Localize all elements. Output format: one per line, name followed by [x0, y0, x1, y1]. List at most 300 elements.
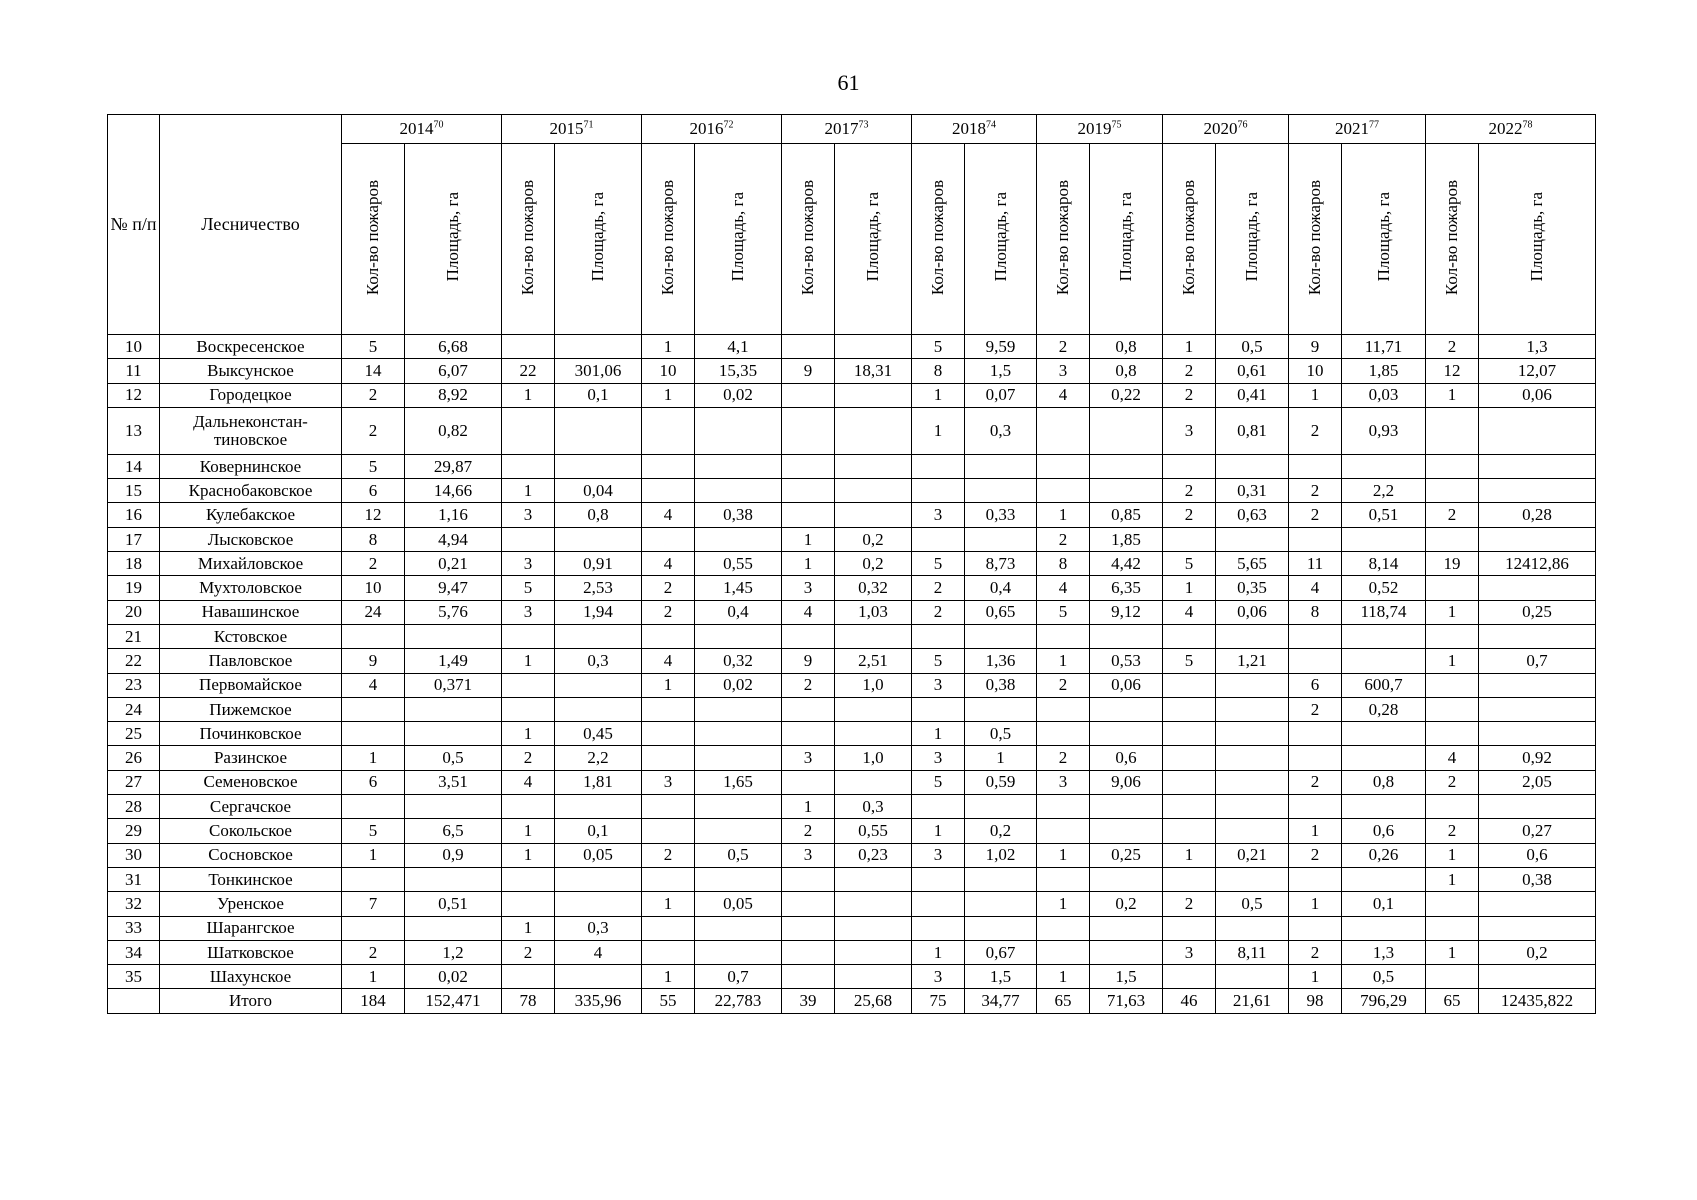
fire-count-cell: 2 [1037, 335, 1090, 359]
fire-count-cell: 65 [1037, 989, 1090, 1013]
burned-area-cell: 71,63 [1090, 989, 1163, 1013]
forestry-name: Шатковское [160, 940, 342, 964]
burned-area-cell [1479, 916, 1596, 940]
count-column-header [1289, 144, 1342, 335]
burned-area-cell [555, 795, 642, 819]
burned-area-cell [1090, 697, 1163, 721]
burned-area-cell: 1,5 [965, 965, 1037, 989]
burned-area-cell: 0,2 [835, 527, 912, 551]
fire-count-cell: 2 [912, 576, 965, 600]
year-header [642, 115, 782, 144]
fire-count-cell [502, 867, 555, 891]
count-column-header [642, 144, 695, 335]
fire-count-cell [502, 965, 555, 989]
burned-area-cell: 9,59 [965, 335, 1037, 359]
burned-area-cell: 0,45 [555, 722, 642, 746]
burned-area-cell: 2,53 [555, 576, 642, 600]
forestry-name: Дальнеконстан- тиновское [160, 407, 342, 454]
fire-count-cell [912, 479, 965, 503]
fire-count-cell: 4 [1037, 383, 1090, 407]
table-row [108, 649, 1596, 673]
table-row [108, 407, 1596, 454]
burned-area-cell: 0,3 [965, 407, 1037, 454]
burned-area-cell [555, 892, 642, 916]
footnote-ref: 76 [1237, 119, 1248, 131]
fire-count-cell: 5 [502, 576, 555, 600]
area-column-header-label: Площадь, га [1116, 192, 1136, 282]
fire-count-cell [1037, 867, 1090, 891]
fire-count-cell: 1 [912, 722, 965, 746]
fire-count-cell: 2 [642, 576, 695, 600]
fire-count-cell: 8 [1037, 552, 1090, 576]
fire-count-cell: 1 [1163, 335, 1216, 359]
burned-area-cell: 0,07 [965, 383, 1037, 407]
burned-area-cell: 0,4 [695, 600, 782, 624]
fire-count-cell [642, 867, 695, 891]
fire-count-cell [782, 407, 835, 454]
fire-count-cell: 11 [1289, 552, 1342, 576]
burned-area-cell [965, 479, 1037, 503]
footnote-ref: 73 [858, 119, 869, 131]
fire-count-cell: 4 [642, 649, 695, 673]
burned-area-cell [965, 697, 1037, 721]
footnote-ref: 75 [1111, 119, 1122, 131]
burned-area-cell: 0,21 [405, 552, 502, 576]
column-header-number: № п/п [108, 115, 160, 335]
count-column-header-label: Кол-во пожаров [363, 179, 383, 295]
fire-count-cell [1426, 527, 1479, 551]
burned-area-cell [1479, 697, 1596, 721]
fire-count-cell: 1 [1426, 843, 1479, 867]
burned-area-cell: 4,42 [1090, 552, 1163, 576]
forestry-name: Шарангское [160, 916, 342, 940]
burned-area-cell [555, 697, 642, 721]
area-column-header [1342, 144, 1426, 335]
fire-count-cell: 1 [342, 965, 405, 989]
burned-area-cell [965, 916, 1037, 940]
burned-area-cell: 0,85 [1090, 503, 1163, 527]
burned-area-cell [405, 867, 502, 891]
forestry-name: Пижемское [160, 697, 342, 721]
fire-count-cell: 1 [782, 795, 835, 819]
burned-area-cell: 9,06 [1090, 770, 1163, 794]
burned-area-cell: 0,9 [405, 843, 502, 867]
burned-area-cell: 0,8 [1342, 770, 1426, 794]
fire-count-cell: 2 [1289, 770, 1342, 794]
burned-area-cell: 8,73 [965, 552, 1037, 576]
fire-count-cell [912, 454, 965, 478]
fire-count-cell [1426, 454, 1479, 478]
fire-count-cell: 2 [342, 940, 405, 964]
burned-area-cell: 14,66 [405, 479, 502, 503]
fire-count-cell: 2 [782, 673, 835, 697]
table-row [108, 359, 1596, 383]
area-column-header-label: Площадь, га [1527, 192, 1547, 282]
fire-count-cell [1426, 722, 1479, 746]
year-label: 2017 [824, 119, 859, 139]
year-label: 2014 [399, 119, 434, 139]
fire-count-cell [1289, 867, 1342, 891]
total-row [108, 989, 1596, 1013]
burned-area-cell [1216, 916, 1289, 940]
burned-area-cell: 1,36 [965, 649, 1037, 673]
burned-area-cell [405, 795, 502, 819]
burned-area-cell [965, 624, 1037, 648]
fire-count-cell [1426, 624, 1479, 648]
fire-count-cell [1037, 454, 1090, 478]
burned-area-cell: 1,85 [1090, 527, 1163, 551]
count-column-header-label: Кол-во пожаров [1053, 179, 1073, 295]
fire-count-cell: 1 [502, 843, 555, 867]
burned-area-cell: 12435,822 [1479, 989, 1596, 1013]
burned-area-cell [1090, 624, 1163, 648]
table-row [108, 552, 1596, 576]
fire-count-cell [642, 479, 695, 503]
fire-count-cell: 3 [1037, 359, 1090, 383]
burned-area-cell [835, 892, 912, 916]
fire-count-cell: 1 [1426, 867, 1479, 891]
fire-count-cell [642, 940, 695, 964]
burned-area-cell: 1,94 [555, 600, 642, 624]
burned-area-cell [555, 335, 642, 359]
area-column-header-label: Площадь, га [588, 192, 608, 282]
burned-area-cell: 0,06 [1216, 600, 1289, 624]
burned-area-cell: 0,63 [1216, 503, 1289, 527]
fire-count-cell: 2 [642, 843, 695, 867]
fire-count-cell: 9 [342, 649, 405, 673]
fire-count-cell: 9 [782, 649, 835, 673]
count-column-header-label: Кол-во пожаров [1305, 179, 1325, 295]
burned-area-cell [1216, 697, 1289, 721]
table-row [108, 479, 1596, 503]
fire-count-cell [502, 407, 555, 454]
year-label: 2018 [952, 119, 986, 139]
fire-count-cell: 2 [1037, 746, 1090, 770]
burned-area-cell: 2,2 [1342, 479, 1426, 503]
year-label: 2016 [689, 119, 724, 139]
table-row [108, 843, 1596, 867]
fire-count-cell: 2 [782, 819, 835, 843]
year-label: 2019 [1077, 119, 1112, 139]
forestry-name: Кулебакское [160, 503, 342, 527]
burned-area-cell [555, 527, 642, 551]
fire-count-cell [1289, 722, 1342, 746]
table-row [108, 454, 1596, 478]
burned-area-cell: 0,55 [695, 552, 782, 576]
burned-area-cell: 0,06 [1479, 383, 1596, 407]
fire-count-cell [502, 624, 555, 648]
fire-count-cell: 2 [1289, 940, 1342, 964]
fire-count-cell: 14 [342, 359, 405, 383]
burned-area-cell: 1,81 [555, 770, 642, 794]
burned-area-cell: 0,82 [405, 407, 502, 454]
forestry-name: Починковское [160, 722, 342, 746]
burned-area-cell [555, 867, 642, 891]
fire-count-cell: 3 [1163, 940, 1216, 964]
fire-count-cell: 1 [1289, 892, 1342, 916]
fire-count-cell: 6 [1289, 673, 1342, 697]
forest-fires-table [107, 114, 1596, 1014]
fire-count-cell [642, 819, 695, 843]
burned-area-cell [1479, 527, 1596, 551]
burned-area-cell: 0,67 [965, 940, 1037, 964]
row-number: 28 [108, 795, 160, 819]
fire-count-cell [1163, 916, 1216, 940]
burned-area-cell [1479, 454, 1596, 478]
burned-area-cell: 0,59 [965, 770, 1037, 794]
count-column-header-label: Кол-во пожаров [798, 179, 818, 295]
fire-count-cell: 1 [912, 819, 965, 843]
burned-area-cell [1216, 819, 1289, 843]
fire-count-cell [1163, 819, 1216, 843]
fire-count-cell: 3 [502, 503, 555, 527]
fire-count-cell: 2 [342, 383, 405, 407]
burned-area-cell: 1,5 [1090, 965, 1163, 989]
burned-area-cell: 1,3 [1479, 335, 1596, 359]
year-label: 2020 [1203, 119, 1238, 139]
row-number: 33 [108, 916, 160, 940]
burned-area-cell: 0,32 [835, 576, 912, 600]
burned-area-cell: 0,8 [555, 503, 642, 527]
fire-count-cell: 3 [1037, 770, 1090, 794]
row-number: 27 [108, 770, 160, 794]
fire-count-cell: 5 [342, 335, 405, 359]
fire-count-cell: 4 [642, 552, 695, 576]
fire-count-cell: 4 [1163, 600, 1216, 624]
fire-count-cell: 5 [1163, 649, 1216, 673]
burned-area-cell: 152,471 [405, 989, 502, 1013]
fire-count-cell [782, 479, 835, 503]
burned-area-cell [1216, 746, 1289, 770]
fire-count-cell: 1 [1037, 649, 1090, 673]
burned-area-cell [1216, 867, 1289, 891]
fire-count-cell [1426, 965, 1479, 989]
burned-area-cell: 8,11 [1216, 940, 1289, 964]
fire-count-cell [782, 722, 835, 746]
year-header [912, 115, 1037, 144]
row-number: 32 [108, 892, 160, 916]
burned-area-cell: 0,1 [555, 819, 642, 843]
burned-area-cell: 8,14 [1342, 552, 1426, 576]
fire-count-cell: 1 [502, 722, 555, 746]
burned-area-cell: 1,16 [405, 503, 502, 527]
burned-area-cell [835, 965, 912, 989]
burned-area-cell: 29,87 [405, 454, 502, 478]
fire-count-cell: 3 [642, 770, 695, 794]
fire-count-cell [782, 503, 835, 527]
burned-area-cell [1090, 479, 1163, 503]
fire-count-cell: 4 [642, 503, 695, 527]
forestry-name: Навашинское [160, 600, 342, 624]
fire-count-cell: 19 [1426, 552, 1479, 576]
fire-count-cell: 5 [912, 335, 965, 359]
fire-count-cell [912, 624, 965, 648]
fire-count-cell: 2 [342, 407, 405, 454]
column-header-forestry: Лесничество [160, 115, 342, 335]
burned-area-cell: 9,12 [1090, 600, 1163, 624]
burned-area-cell [1090, 819, 1163, 843]
table-body [108, 335, 1596, 1014]
burned-area-cell: 0,371 [405, 673, 502, 697]
fire-count-cell [782, 867, 835, 891]
fire-count-cell [782, 383, 835, 407]
fire-count-cell [1163, 795, 1216, 819]
year-label: 2015 [549, 119, 584, 139]
burned-area-cell: 0,21 [1216, 843, 1289, 867]
burned-area-cell: 2,05 [1479, 770, 1596, 794]
burned-area-cell: 5,65 [1216, 552, 1289, 576]
fire-count-cell: 3 [912, 965, 965, 989]
fire-count-cell: 2 [1163, 892, 1216, 916]
burned-area-cell: 0,93 [1342, 407, 1426, 454]
row-number: 15 [108, 479, 160, 503]
burned-area-cell: 0,38 [965, 673, 1037, 697]
burned-area-cell [835, 454, 912, 478]
row-number: 10 [108, 335, 160, 359]
fire-count-cell: 5 [1037, 600, 1090, 624]
table-row [108, 892, 1596, 916]
forestry-name: Михайловское [160, 552, 342, 576]
fire-count-cell: 1 [1426, 649, 1479, 673]
footnote-ref: 74 [986, 119, 996, 131]
fire-count-cell: 1 [1037, 965, 1090, 989]
burned-area-cell: 1,2 [405, 940, 502, 964]
fire-count-cell [1289, 454, 1342, 478]
fire-count-cell: 39 [782, 989, 835, 1013]
area-column-header-label: Площадь, га [1373, 192, 1393, 282]
burned-area-cell [695, 819, 782, 843]
burned-area-cell [1342, 916, 1426, 940]
burned-area-cell: 1 [965, 746, 1037, 770]
fire-count-cell: 5 [1163, 552, 1216, 576]
burned-area-cell [1090, 454, 1163, 478]
burned-area-cell [1479, 407, 1596, 454]
burned-area-cell [965, 527, 1037, 551]
burned-area-cell: 0,8 [1090, 335, 1163, 359]
row-number [108, 989, 160, 1013]
burned-area-cell: 12,07 [1479, 359, 1596, 383]
forestry-name: Семеновское [160, 770, 342, 794]
burned-area-cell: 0,25 [1479, 600, 1596, 624]
burned-area-cell: 0,2 [835, 552, 912, 576]
fire-count-cell [1163, 867, 1216, 891]
fire-count-cell [1037, 916, 1090, 940]
fire-count-cell [1289, 795, 1342, 819]
burned-area-cell: 796,29 [1342, 989, 1426, 1013]
table-row [108, 770, 1596, 794]
forestry-name: Сергачское [160, 795, 342, 819]
burned-area-cell: 0,52 [1342, 576, 1426, 600]
burned-area-cell: 0,65 [965, 600, 1037, 624]
burned-area-cell: 6,07 [405, 359, 502, 383]
area-column-header-label: Площадь, га [443, 192, 463, 282]
burned-area-cell: 22,783 [695, 989, 782, 1013]
fire-count-cell: 2 [1289, 697, 1342, 721]
fire-count-cell [782, 892, 835, 916]
count-column-header [912, 144, 965, 335]
fire-count-cell: 1 [642, 673, 695, 697]
burned-area-cell: 0,26 [1342, 843, 1426, 867]
burned-area-cell: 0,2 [965, 819, 1037, 843]
table-row [108, 940, 1596, 964]
fire-count-cell: 8 [1289, 600, 1342, 624]
fire-count-cell [1163, 697, 1216, 721]
year-header [342, 115, 502, 144]
burned-area-cell: 6,35 [1090, 576, 1163, 600]
burned-area-cell [965, 454, 1037, 478]
fire-count-cell: 2 [1289, 843, 1342, 867]
row-number: 34 [108, 940, 160, 964]
fire-count-cell [1426, 795, 1479, 819]
burned-area-cell: 4 [555, 940, 642, 964]
fire-count-cell: 3 [912, 503, 965, 527]
table-row [108, 867, 1596, 891]
burned-area-cell [695, 746, 782, 770]
footnote-ref: 71 [583, 119, 594, 131]
table-row [108, 697, 1596, 721]
burned-area-cell [1479, 479, 1596, 503]
count-column-header-label: Кол-во пожаров [518, 179, 538, 295]
count-column-header [342, 144, 405, 335]
area-column-header-label: Площадь, га [990, 192, 1010, 282]
burned-area-cell [1479, 673, 1596, 697]
fire-count-cell: 2 [1163, 383, 1216, 407]
fire-count-cell [782, 454, 835, 478]
burned-area-cell [695, 697, 782, 721]
count-column-header [1163, 144, 1216, 335]
burned-area-cell: 0,4 [965, 576, 1037, 600]
fire-count-cell [642, 916, 695, 940]
fire-count-cell [1289, 649, 1342, 673]
fire-count-cell: 12 [342, 503, 405, 527]
burned-area-cell: 0,3 [835, 795, 912, 819]
fire-count-cell: 2 [342, 552, 405, 576]
fire-count-cell: 6 [342, 770, 405, 794]
fire-count-cell: 1 [1289, 965, 1342, 989]
fire-count-cell [642, 527, 695, 551]
fire-count-cell [1426, 697, 1479, 721]
fire-count-cell [1163, 527, 1216, 551]
fire-count-cell: 1 [1037, 843, 1090, 867]
fire-count-cell: 1 [1163, 576, 1216, 600]
burned-area-cell [1342, 746, 1426, 770]
area-column-header-label: Площадь, га [863, 192, 883, 282]
fire-count-cell: 1 [782, 552, 835, 576]
burned-area-cell [835, 867, 912, 891]
burned-area-cell [835, 624, 912, 648]
burned-area-cell: 1,0 [835, 746, 912, 770]
fire-count-cell [912, 892, 965, 916]
burned-area-cell: 1,3 [1342, 940, 1426, 964]
fire-count-cell: 2 [1289, 479, 1342, 503]
year-header [502, 115, 642, 144]
forestry-name: Кстовское [160, 624, 342, 648]
fire-count-cell [642, 722, 695, 746]
fire-count-cell: 3 [782, 843, 835, 867]
area-column-header [1216, 144, 1289, 335]
fire-count-cell: 4 [502, 770, 555, 794]
fire-count-cell: 2 [1426, 335, 1479, 359]
fire-count-cell [1289, 624, 1342, 648]
fire-count-cell: 1 [642, 383, 695, 407]
burned-area-cell: 335,96 [555, 989, 642, 1013]
fire-count-cell [1289, 746, 1342, 770]
burned-area-cell [1342, 454, 1426, 478]
forestry-name: Шахунское [160, 965, 342, 989]
table-row [108, 624, 1596, 648]
burned-area-cell: 0,61 [1216, 359, 1289, 383]
burned-area-cell [1216, 673, 1289, 697]
